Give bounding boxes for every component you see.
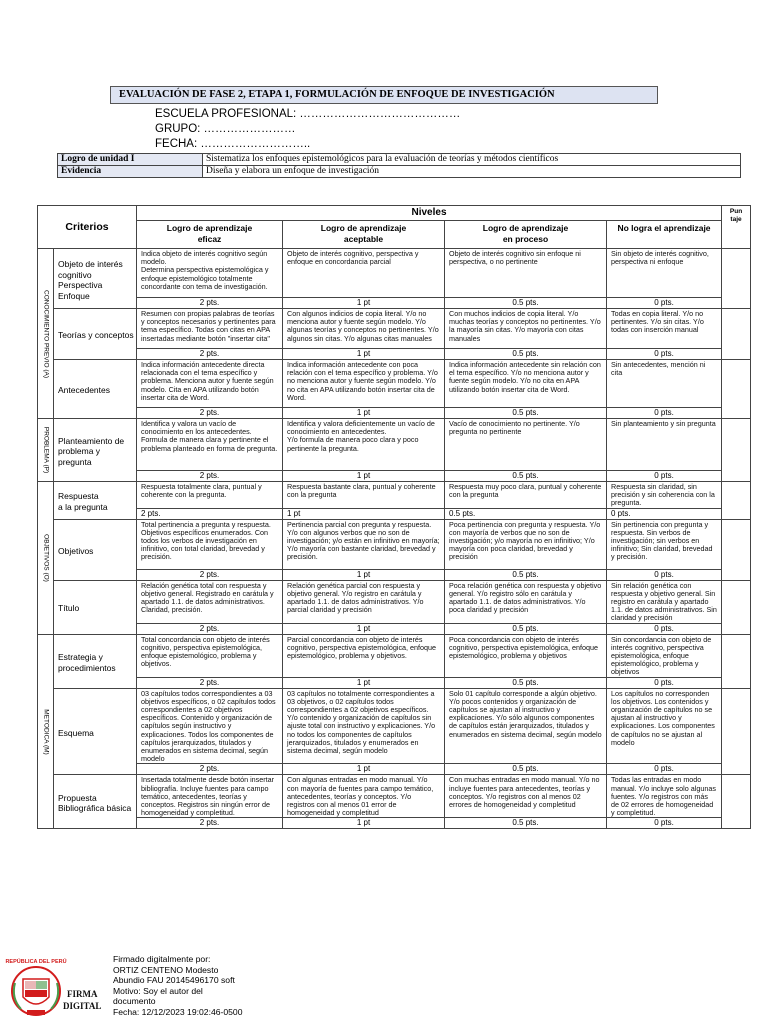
points-value: 0 pts. [607,298,722,309]
points-value: 2 pts. [137,818,283,829]
niveles-header: Niveles [137,206,722,221]
score-cell[interactable] [722,249,751,309]
score-cell[interactable] [722,360,751,419]
rubric-body [38,249,751,829]
points-value: 2 pts. [137,677,283,688]
sig-line: Motivo: Soy el autor del [113,985,203,996]
level-description: Los capítulos no corresponden los objetivos. Los contenidos y organización de capítulos no se ajustan al instructivo y explicaciones. Los componentes de capítulos no se ajustan al modelo [607,688,722,764]
info-table [57,153,741,178]
points-row [38,569,751,580]
points-row [38,623,751,634]
category-label: PROBLEMA (P) [42,426,49,474]
criterion-name: Objetivos [54,519,137,580]
criterion-name: Estrategia y procedimientos [54,634,137,688]
sig-line: ORTIZ CENTENO Modesto [113,964,219,975]
points-value: 1 pt [283,408,445,419]
criterion-name: Título [54,580,137,634]
level-description: Sin pertinencia con pregunta y respuesta. Sin verbos de investigación; sin verbos en infinitivo; Sin claridad, brevedad y precisión. [607,519,722,569]
criterion-name: Objeto de interés cognitivo Perspectiva Enfoque [54,249,137,309]
level-description: Objeto de interés cognitivo sin enfoque ni perspectiva, o no pertinente [445,249,607,298]
points-row [38,764,751,775]
points-value: 1 pt [283,818,445,829]
firma-label-2: DIGITAL [63,1001,102,1011]
level-description: Poca relación genética con respuesta y objetivo general. Y/o registro sólo en carátula y apartado 1.1. de datos administrativos. Y/o poca claridad y precisión [445,580,607,623]
points-value: 1 pt [283,298,445,309]
level-description: Indica objeto de interés cognitivo según modelo. Determina perspectiva epistemológica y enfoque epistemológico totalmente concordante con tema de investigación. [137,249,283,298]
points-value: 2 pts. [137,764,283,775]
points-value: 2 pts. [137,569,283,580]
category-cell [38,482,54,635]
points-row [38,677,751,688]
level-header-en-proceso: Logro de aprendizaje en proceso [445,221,607,249]
points-value: 0.5 pts. [445,677,607,688]
escuela-line: ESCUELA PROFESIONAL: …………………………………… [155,108,461,120]
level-description: Sin antecedentes, mención ni cita [607,360,722,408]
points-value: 0 pts. [607,408,722,419]
points-value: 0 pts. [607,764,722,775]
level-description: Relación genética total con respuesta y objetivo general. Registrado en carátula y apartado 1.1. de datos administrativos. Claridad, precisión. [137,580,283,623]
level-description: Insertada totalmente desde botón insertar bibliografía. Incluye fuentes para campo temático, antecedentes, teorías y conceptos. Registros sin ningún error de homogeneidad y completitud. [137,775,283,818]
level-description: Parcial concordancia con objeto de interés cognitivo, perspectiva epistemológica, enfoque epistemológico, problema y objetivos. [283,634,445,677]
criterion-row [38,688,751,764]
points-value: 0.5 pts. [445,623,607,634]
points-row [38,471,751,482]
points-value: 0.5 pts. [445,818,607,829]
digital-signature-stamp [5,953,103,1023]
points-value: 0 pts. [607,508,722,519]
sig-line: Fecha: 12/12/2023 19:02:46-0500 [113,1006,243,1017]
points-value: 0 pts. [607,818,722,829]
points-value: 1 pt [283,569,445,580]
level-description: Total pertinencia a pregunta y respuesta. Objetivos específicos enumerados. Con todos los verbos de investigación en infinitivo, con total claridad, brevedad y precisión. [137,519,283,569]
sig-line: Firmado digitalmente por: [113,954,211,964]
criterion-row [38,580,751,623]
info-label: Logro de unidad I [58,154,203,166]
category-label: METODICA (M) [42,708,49,755]
info-value: Sistematiza los enfoques epistemológicos para la evaluación de teorías y métodos científicos [203,154,741,166]
score-cell[interactable] [722,688,751,775]
score-cell[interactable] [722,419,751,482]
level-description: Indica información antecedente directa relacionada con el tema específico y problema. Menciona autor y fuente según modelo. Cita en APA utilizando botón insertar cita de Word. [137,360,283,408]
level-description: Sin concordancia con objeto de interés cognitivo, perspectiva epistemológica, enfoque epistemológico, problema y objetivos [607,634,722,677]
level-description: Sin planteamiento y sin pregunta [607,419,722,471]
level-description: Total concordancia con objeto de interés cognitivo, perspectiva epistemológica, enfoque epistemológico, problema y objetivos. [137,634,283,677]
category-label: OBJETIVOS (O) [42,533,49,582]
criterion-name: Planteamiento de problema y pregunta [54,419,137,482]
points-value: 0.5 pts. [445,471,607,482]
level-description: Indica información antecedente sin relación con el tema específico. Y/o no menciona autor y fuente según modelo. Y/o no cita en APA utilizando botón insertar cita de Word. [445,360,607,408]
points-value: 1 pt [283,349,445,360]
level-description: Con algunas entradas en modo manual. Y/o con mayoría de fuentes para campo temático, antecedentes, teorías y conceptos. Y/o registros con al menos 01 error de homogeneidad y completitud [283,775,445,818]
points-value: 0.5 pts. [445,508,607,519]
rubric-table [37,205,751,829]
criterios-header: Criterios [38,206,137,249]
criterion-name: Esquema [54,688,137,775]
firma-label-1: FIRMA [67,989,98,999]
criterion-row [38,482,751,509]
level-description: 03 capítulos no totalmente correspondientes a 03 objetivos, o 02 capítulos todos correspondientes a 02 objetivos específicos. Y/o contenido y organización de capítulos sin ajuste total con instructivo y explicaciones. Y/o no todos los componentes de capítulos jerarquizados, titulados y enumerados en sistema decimal, según modelo [283,688,445,764]
points-value: 0.5 pts. [445,764,607,775]
info-label: Evidencia [58,166,203,178]
points-value: 0 pts. [607,677,722,688]
score-cell[interactable] [722,775,751,829]
points-value: 2 pts. [137,623,283,634]
points-value: 0 pts. [607,569,722,580]
points-value: 1 pt [283,677,445,688]
score-cell[interactable] [722,519,751,580]
level-description: Vacío de conocimiento no pertinente. Y/o pregunta no pertinente [445,419,607,471]
criterion-name: Respuesta a la pregunta [54,482,137,520]
info-row-logro [58,154,741,166]
level-description: Respuesta totalmente clara, puntual y coherente con la pregunta. [137,482,283,509]
score-cell[interactable] [722,634,751,688]
score-cell[interactable] [722,309,751,360]
level-description: Sin objeto de interés cognitivo, perspectiva ni enfoque [607,249,722,298]
level-description: Con muchos indicios de copia literal. Y/o muchas teorías y conceptos no pertinentes. Y/o la mayoría sin citas. Y/o mayoría con citas manuales [445,309,607,349]
level-description: Poca concordancia con objeto de interés cognitivo, perspectiva epistemológica, enfoque epistemológico, problema y objetivos [445,634,607,677]
score-cell[interactable] [722,482,751,520]
points-value: 1 pt [283,623,445,634]
criterion-row [38,519,751,569]
criterion-row [38,634,751,677]
points-value: 0.5 pts. [445,569,607,580]
signature-text [113,954,313,1017]
level-header-no-logra: No logra el aprendizaje [607,221,722,249]
document-title: EVALUACIÓN DE FASE 2, ETAPA 1, FORMULACIÓN DE ENFOQUE DE INVESTIGACIÓN [110,86,658,104]
level-description: Todas las entradas en modo manual. Y/o incluye solo algunas fuentes. Y/o registros con más de 02 errores de homogeneidad y completitud. [607,775,722,818]
level-description: Respuesta sin claridad, sin precisión y sin coherencia con la pregunta. [607,482,722,509]
level-description: Respuesta bastante clara, puntual y coherente con la pregunta [283,482,445,509]
criterion-name: Antecedentes [54,360,137,419]
points-row [38,408,751,419]
points-value: 0.5 pts. [445,408,607,419]
criterion-row [38,360,751,408]
levels-header-row [38,221,751,249]
category-label: CONOCIMIENTO PREVIO (A) [42,289,49,378]
level-description: Resumen con propias palabras de teorías y conceptos necesarios y pertinentes para tema específico. Todas con citas en APA insertadas mediante botón "insertar cita" [137,309,283,349]
points-row [38,508,751,519]
criterion-row [38,249,751,298]
level-description: Respuesta muy poco clara, puntual y coherente con la pregunta [445,482,607,509]
criterion-name: Propuesta Bibliográfica básica [54,775,137,829]
level-description: Identifica y valora un vacío de conocimiento en los antecedentes. Formula de manera clara y pertinente el problema planteado en forma de pregunta. [137,419,283,471]
points-value: 2 pts. [137,349,283,360]
level-description: Relación genética parcial con respuesta y objetivo general. Y/o registro en carátula y apartado 1.1. de datos administrativos. Y/o parcial claridad y precisión [283,580,445,623]
level-description: Objeto de interés cognitivo, perspectiva y enfoque en concordancia parcial [283,249,445,298]
peru-seal-icon [5,953,103,1023]
level-description: 03 capítulos todos correspondientes a 03 objetivos específicos, o 02 capítulos todos correspondientes a 02 objetivos específicos. Contenido y organización de capítulos según instructivo y explicaciones. Todos los componentes de capítulos jerarquizados, titulados y enumerados en sistema decimal, según modelo [137,688,283,764]
points-value: 2 pts. [137,298,283,309]
category-cell [38,249,54,419]
sig-line: documento [113,996,156,1006]
points-value: 2 pts. [137,408,283,419]
grupo-line: GRUPO: …………………… [155,123,296,135]
sig-line: Abundio FAU 20145496170 soft [113,975,235,985]
level-description: Con algunos indicios de copia literal. Y/o no menciona autor y fuente según modelo. Y/o algunas teorías y conceptos no pertinentes. Y/o algunos sin citas. Y/o algunas citas manuales [283,309,445,349]
level-description: Con muchas entradas en modo manual. Y/o no incluye fuentes para antecedentes, teorías y conceptos. Y/o registros con al menos 02 errores de homogeneidad y completitud [445,775,607,818]
category-cell [38,419,54,482]
level-description: Sin relación genética con respuesta y objetivo general. Sin registro en carátula y apartado 1.1. de datos administrativos. Sin claridad y precisión [607,580,722,623]
criterion-row [38,419,751,471]
criterion-name: Teorías y conceptos [54,309,137,360]
points-row [38,349,751,360]
points-row [38,298,751,309]
level-description: Indica información antecedente con poca relación con el tema específico y problema. Y/o no menciona autor y fuente según modelo. Y/o no cita en APA utilizando botón insertar cita de Word. [283,360,445,408]
level-header-aceptable: Logro de aprendizaje aceptable [283,221,445,249]
score-cell[interactable] [722,580,751,634]
points-value: 0 pts. [607,349,722,360]
points-value: 0 pts. [607,471,722,482]
level-description: Pertinencia parcial con pregunta y respuesta. Y/o con algunos verbos que no son de investigación; y/o están en infinitivo en mayoría; Y/o mayoría con bastante claridad, brevedad y precisión. [283,519,445,569]
criterion-row [38,775,751,818]
points-value: 1 pt [283,471,445,482]
level-description: Identifica y valora deficientemente un vacío de conocimiento en antecedentes. Y/o formula de manera poco clara y poco pertinente la pregunta. [283,419,445,471]
points-value: 0.5 pts. [445,349,607,360]
points-value: 1 pt [283,508,445,519]
points-value: 2 pts. [137,508,283,519]
info-value: Diseña y elabora un enfoque de investigación [203,166,741,178]
level-description: Solo 01 capítulo corresponde a algún objetivo. Y/o pocos contenidos y organización de capítulos se ajustan al instructivo y explicaciones. Y/o sólo algunos componentes de capítulos están jerarquizados, titulados y enumerados en sistema decimal, según modelo [445,688,607,764]
info-row-evidencia [58,166,741,178]
points-value: 1 pt [283,764,445,775]
rubric-header-row [38,206,751,221]
puntaje-header: Pun taje [722,206,751,249]
level-description: Todas en copia literal. Y/o no pertinentes. Y/o sin citas. Y/o todas con inserción manual [607,309,722,349]
level-description: Poca pertinencia con pregunta y respuesta. Y/o con mayoría de verbos que no son de investigación; y/o mayoría no en infinitivo; Y/o mayoría con poca claridad, brevedad y precisión [445,519,607,569]
fecha-line: FECHA: ……………………….. [155,138,311,150]
stamp-text: REPÚBLICA DEL PERÚ [5,959,67,965]
category-cell [38,634,54,829]
points-value: 2 pts. [137,471,283,482]
level-header-eficaz: Logro de aprendizaje eficaz [137,221,283,249]
criterion-row [38,309,751,349]
points-value: 0.5 pts. [445,298,607,309]
points-row [38,818,751,829]
points-value: 0 pts. [607,623,722,634]
